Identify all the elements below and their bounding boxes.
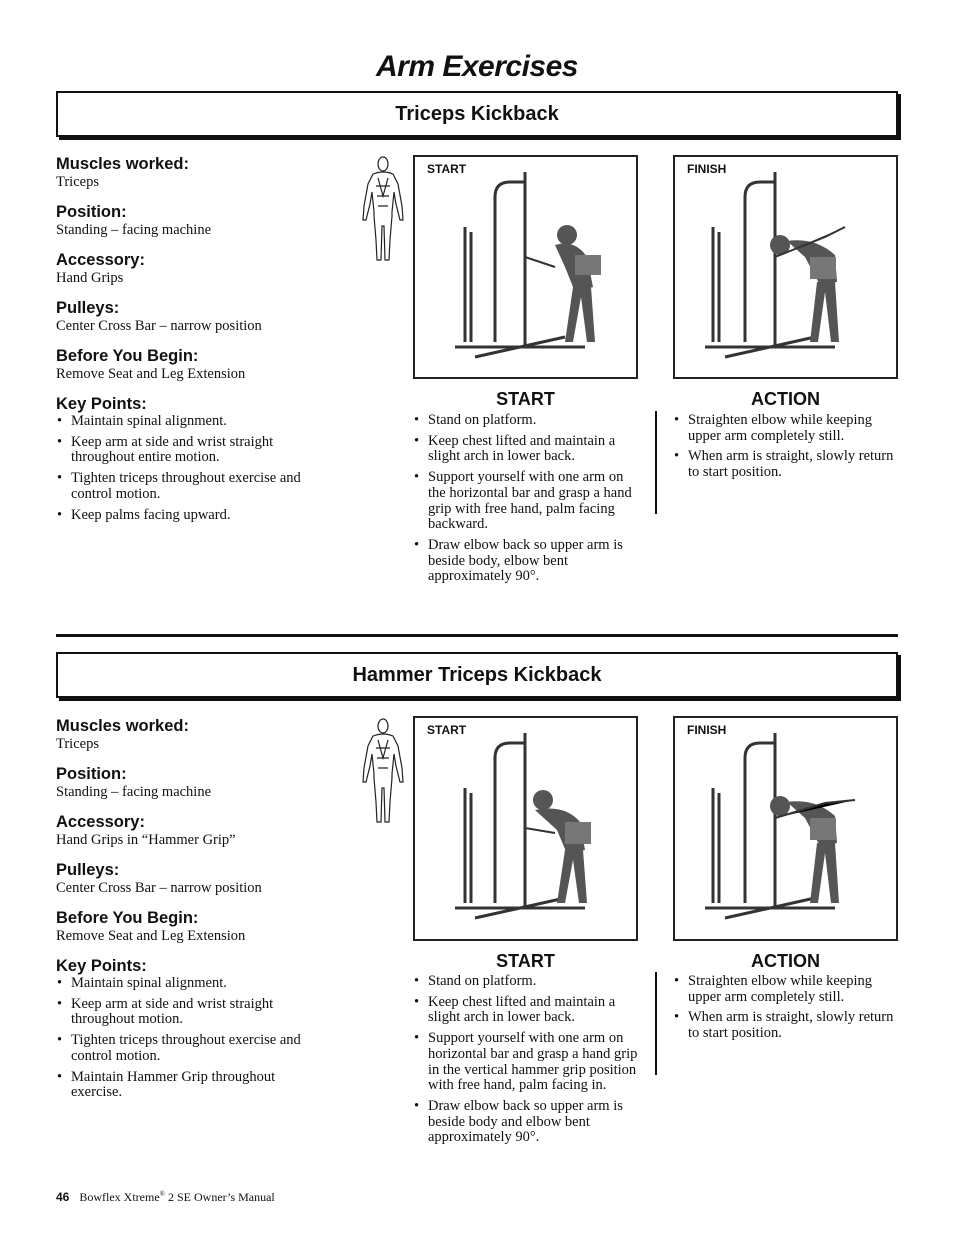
list-item: • Tighten triceps throughout exercise and control motion. xyxy=(71,471,321,502)
finish-tag: FINISH xyxy=(687,162,727,176)
start-tag: START xyxy=(427,723,467,737)
page-number: 46 xyxy=(56,1190,70,1204)
pulleys-value: Center Cross Bar – narrow position xyxy=(56,880,262,896)
action-steps-2 xyxy=(673,974,903,1047)
position-value: Standing – facing machine xyxy=(56,222,212,238)
list-item: • Straighten elbow while keeping upper arm completely still. xyxy=(688,413,903,444)
before-value: Remove Seat and Leg Extension xyxy=(56,366,246,382)
before-label: Before You Begin: xyxy=(56,909,199,927)
exercise-machine-illustration xyxy=(415,718,638,941)
list-item: • Keep chest lifted and maintain a slight arch in lower back. xyxy=(428,434,643,465)
anatomy-figure-icon xyxy=(358,156,408,266)
manual-name: Bowflex Xtreme xyxy=(79,1190,160,1204)
pulleys-label: Pulleys: xyxy=(56,299,120,317)
list-item: • Maintain Hammer Grip throughout exercise. xyxy=(71,1070,321,1101)
start-heading: START xyxy=(496,951,555,971)
pulleys-label: Pulleys: xyxy=(56,861,120,879)
list-item: • Keep palms facing upward. xyxy=(71,508,321,524)
position-label: Position: xyxy=(56,203,127,221)
action-heading: ACTION xyxy=(751,389,820,409)
exercise-machine-illustration xyxy=(415,157,638,379)
list-item: • Maintain spinal alignment. xyxy=(71,414,321,430)
action-heading: ACTION xyxy=(751,951,820,971)
pulleys-value: Center Cross Bar – narrow position xyxy=(56,318,262,334)
muscles-value: Triceps xyxy=(56,736,99,752)
exercise-info-1 xyxy=(56,154,336,528)
list-item: • Straighten elbow while keeping upper arm completely still. xyxy=(688,974,903,1005)
section-divider xyxy=(56,634,898,637)
finish-photo-2 xyxy=(673,716,898,941)
exercise-machine-illustration xyxy=(675,157,898,379)
list-item: • Support yourself with one arm on horizontal bar and grasp a hand grip in the vertical hammer grip position with free hand, palm facing in. xyxy=(428,1031,643,1094)
key-points-list xyxy=(56,414,321,523)
list-item: • Keep arm at side and wrist straight throughout motion. xyxy=(71,997,321,1028)
start-photo-2 xyxy=(413,716,638,941)
finish-photo-1 xyxy=(673,155,898,379)
page-footer xyxy=(56,1190,275,1205)
registered-mark: ® xyxy=(159,1190,165,1198)
exercise-info-2 xyxy=(56,716,336,1106)
accessory-label: Accessory: xyxy=(56,251,145,269)
muscles-value: Triceps xyxy=(56,174,99,190)
start-tag: START xyxy=(427,162,467,176)
manual-suffix: 2 SE Owner’s Manual xyxy=(165,1190,275,1204)
anatomy-figure-icon xyxy=(358,718,408,828)
accessory-value: Hand Grips xyxy=(56,270,124,286)
list-item: • Draw elbow back so upper arm is beside body and elbow bent approximately 90°. xyxy=(428,1099,643,1146)
accessory-value: Hand Grips in “Hammer Grip” xyxy=(56,832,236,848)
action-steps-1 xyxy=(673,413,903,486)
start-steps-1 xyxy=(413,413,643,590)
list-item: • Keep arm at side and wrist straight throughout entire motion. xyxy=(71,435,321,466)
key-points-label: Key Points: xyxy=(56,957,147,975)
column-divider xyxy=(655,411,657,514)
list-item: • Tighten triceps throughout exercise and control motion. xyxy=(71,1033,321,1064)
position-value: Standing – facing machine xyxy=(56,784,212,800)
muscles-label: Muscles worked: xyxy=(56,155,189,173)
key-points-list xyxy=(56,976,321,1101)
list-item: • Stand on platform. xyxy=(428,413,643,429)
list-item: • Maintain spinal alignment. xyxy=(71,976,321,992)
list-item: • Support yourself with one arm on the horizontal bar and grasp a hand grip with free hand, palm facing backward. xyxy=(428,470,643,533)
accessory-label: Accessory: xyxy=(56,813,145,831)
position-label: Position: xyxy=(56,765,127,783)
list-item: • When arm is straight, slowly return to start position. xyxy=(688,449,903,480)
before-value: Remove Seat and Leg Extension xyxy=(56,928,246,944)
list-item: • When arm is straight, slowly return to start position. xyxy=(688,1010,903,1041)
column-divider xyxy=(655,972,657,1075)
start-steps-2 xyxy=(413,974,643,1151)
exercise-machine-illustration xyxy=(675,718,898,941)
start-heading: START xyxy=(496,389,555,409)
list-item: • Keep chest lifted and maintain a slight arch in lower back. xyxy=(428,995,643,1026)
section-title-triceps-kickback: Triceps Kickback xyxy=(56,91,898,137)
start-photo-1 xyxy=(413,155,638,379)
finish-tag: FINISH xyxy=(687,723,727,737)
key-points-label: Key Points: xyxy=(56,395,147,413)
muscles-label: Muscles worked: xyxy=(56,717,189,735)
list-item: • Stand on platform. xyxy=(428,974,643,990)
section-title-hammer-triceps-kickback: Hammer Triceps Kickback xyxy=(56,652,898,698)
page-title: Arm Exercises xyxy=(376,50,578,83)
before-label: Before You Begin: xyxy=(56,347,199,365)
list-item: • Draw elbow back so upper arm is beside body, elbow bent approximately 90°. xyxy=(428,538,643,585)
